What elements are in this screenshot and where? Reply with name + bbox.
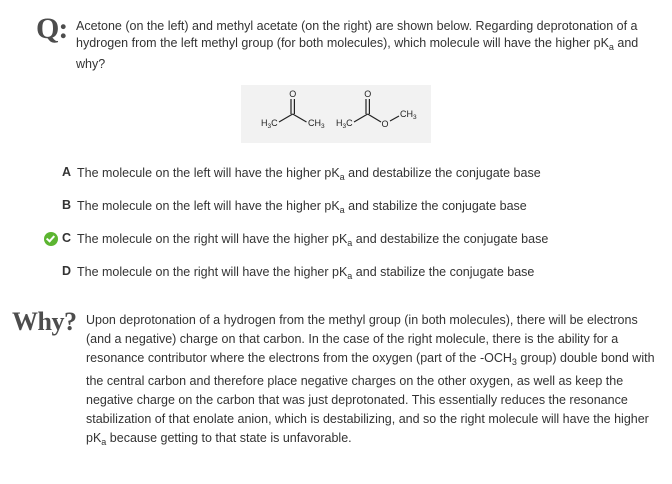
svg-text:CH3: $CH_3$: [400, 109, 417, 121]
answer-c-text: [77, 231, 548, 251]
answer-a-letter: A: [62, 165, 72, 179]
answer-option-d[interactable]: [62, 264, 672, 284]
question-text-part1: Acetone (on the left) and methyl acetate (on the right) are shown below. Regarding deprotonation of a hydrogen from the left methyl group (for both molecules), which molecule will have the higher pK: [76, 19, 638, 50]
answer-option-c[interactable]: [62, 231, 672, 251]
question-text: [76, 12, 651, 73]
answer-d-check-slot: [44, 264, 60, 265]
explanation-text: [86, 307, 658, 452]
answer-c-text-part1: The molecule on the right will have the higher pK: [77, 232, 348, 246]
answer-a-subscript: a: [339, 172, 345, 182]
svg-text:O: O: [289, 89, 297, 99]
answer-a-text: [77, 165, 541, 185]
svg-text:CH3: $CH_3$: [308, 118, 325, 130]
answer-a-text-part1: The molecule on the left will have the higher pK: [77, 166, 340, 180]
answer-d-subscript: a: [347, 271, 353, 281]
structure-image-box: [241, 85, 431, 143]
explanation-text-part1: Upon deprotonation of a hydrogen from the methyl group (in both molecules), there will be electrons (and a negative) charge on that carbon. In the case of the right molecule, there is the ability for a resonance contributor where the electrons from the oxygen (part of the -OCH: [86, 313, 638, 365]
question-text-part2: and why?: [76, 36, 639, 71]
explanation-subscript-2: a: [101, 437, 107, 447]
correct-check-icon: [44, 232, 58, 246]
svg-text:H3C: $H_3C$: [336, 118, 353, 130]
answer-option-b[interactable]: [62, 198, 672, 218]
answer-b-subscript: a: [339, 205, 345, 215]
question-label: Q:: [36, 12, 68, 45]
explanation-subscript-1: 3: [511, 357, 517, 367]
answer-a-text-part2: and destabilize the conjugate base: [344, 166, 541, 180]
question-text-subscript: a: [608, 42, 614, 52]
answer-option-a[interactable]: [62, 165, 672, 185]
answer-c-subscript: a: [347, 238, 353, 248]
answer-b-text-part1: The molecule on the left will have the higher pK: [77, 199, 340, 213]
answer-d-letter: D: [62, 264, 72, 278]
answer-d-text: [77, 264, 534, 284]
explanation-label: Why?: [12, 307, 77, 336]
answer-d-text-part2: and stabilize the conjugate base: [352, 265, 535, 279]
answer-b-text-part2: and stabilize the conjugate base: [344, 199, 527, 213]
explanation-text-part2: group) double bond with the central carbon and therefore place negative charges on the other oxygen, as well as keep the negative charge on the carbon that was just deprotonated. This essentially reduces the resonance stabilization of that enolate anion, which is destabilizing, and so the right molecule will have the higher pK: [86, 351, 655, 445]
answer-d-text-part1: The molecule on the right will have the higher pK: [77, 265, 348, 279]
svg-text:O: O: [364, 89, 372, 99]
answer-b-text: [77, 198, 527, 218]
answer-a-check-slot: [44, 165, 60, 166]
answer-c-text-part2: and destabilize the conjugate base: [352, 232, 549, 246]
acetone-methyl-acetate-structure-svg: [241, 85, 431, 143]
question-block: [0, 0, 672, 73]
answer-list: [0, 165, 672, 284]
answer-c-letter: C: [62, 231, 72, 245]
answer-c-check-slot: [44, 231, 60, 246]
svg-text:H3C: $H_3C$: [261, 118, 278, 130]
answer-b-check-slot: [44, 198, 60, 199]
svg-text:O: O: [381, 119, 389, 129]
structure-figure: [0, 85, 672, 143]
explanation-text-part3: because getting to that state is unfavorable.: [106, 431, 352, 445]
answer-b-letter: B: [62, 198, 72, 212]
explanation-block: [0, 297, 672, 452]
